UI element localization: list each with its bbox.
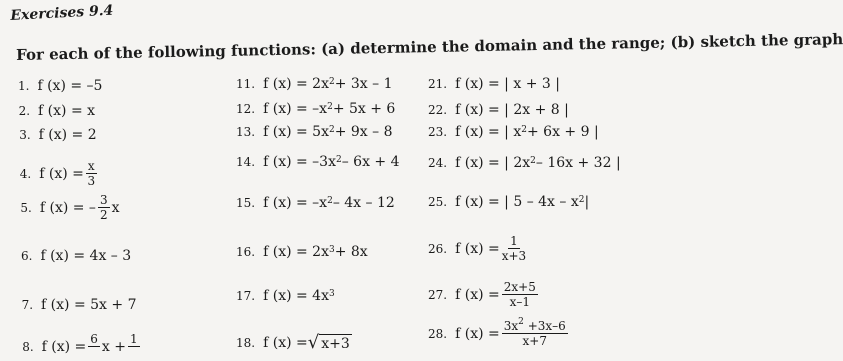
exercise-item xyxy=(428,102,569,118)
fraction-numerator: $3x^2 +3x-6$ xyxy=(503,317,566,333)
exercise-item xyxy=(22,333,141,360)
exercise-item xyxy=(20,160,99,187)
fraction-denominator: x–1 xyxy=(509,295,530,309)
exercise-number: 23. xyxy=(428,125,448,139)
exercise-number: 13. xyxy=(236,125,256,139)
function-expression: f (x) = x xyxy=(38,103,96,119)
exercise-number: 18. xyxy=(236,336,256,350)
instruction-text: For each of the following functions: (a) determine the domain and the range; (b) sketch the graph xyxy=(16,30,843,64)
exercise-number: 22. xyxy=(428,103,448,117)
function-expression: f (x) = √ x+3 xyxy=(263,332,350,353)
fraction xyxy=(502,317,568,348)
exercise-number: 26. xyxy=(428,241,448,256)
function-expression: f (x) = $\frac{3x^2 +3x-6}{x+7}$ xyxy=(455,317,566,348)
function-expression: f (x) = | x + 3 | xyxy=(455,76,560,92)
function-expression: f (x) = 4x – 3 xyxy=(40,248,132,264)
exercise-number: 24. xyxy=(428,156,448,170)
function-expression: f (x) = | 2x $^2$ – 16x + 32 | xyxy=(455,155,621,171)
exercise-item xyxy=(428,76,560,92)
exercise-number: 25. xyxy=(428,195,448,209)
function-expression: f (x) = $\frac{1}{x+3}$ xyxy=(455,234,527,263)
exercise-item xyxy=(19,103,95,119)
function-expression: f (x) = | 2x + 8 | xyxy=(455,102,569,118)
fraction xyxy=(86,160,97,187)
exercise-number: 3. xyxy=(19,128,31,142)
function-expression: f (x) = $\frac{x}{3}$ xyxy=(39,159,96,188)
exercise-item xyxy=(428,317,570,348)
function-expression: f (x) = 6 x + 1 xyxy=(42,333,142,360)
exercise-item xyxy=(428,235,528,262)
exercise-number: 14. xyxy=(236,155,256,169)
fraction-numerator: x xyxy=(87,159,95,173)
fraction-denominator: 2 xyxy=(99,208,108,222)
function-expression: f (x) = | 5 – 4x – x $^2$ | xyxy=(455,194,590,210)
fraction-denominator: x+3 xyxy=(501,249,527,263)
function-expression: f (x) = 2x $^2$ + 3x – 1 xyxy=(263,76,393,92)
exercise-item xyxy=(20,194,119,221)
exercise-item xyxy=(428,281,540,308)
square-root: √ x+3 xyxy=(307,332,350,353)
exercise-item xyxy=(236,124,393,140)
exercise-item xyxy=(236,154,400,170)
exercise-heading: Exercises 9.4 xyxy=(10,2,114,24)
exercise-item xyxy=(236,76,393,92)
function-expression: f (x) = –x $^2$ – 4x – 12 xyxy=(263,195,395,211)
exercise-number: 7. xyxy=(21,298,34,312)
exercise-number: 28. xyxy=(428,326,448,341)
function-expression: f (x) = 5x $^2$ + 9x – 8 xyxy=(263,124,393,140)
fraction-numerator: 1 xyxy=(510,234,518,248)
exercise-item xyxy=(428,155,621,171)
exercise-number: 17. xyxy=(236,289,256,303)
exercise-number: 21. xyxy=(428,77,448,91)
exercise-item xyxy=(236,334,352,352)
exercise-item xyxy=(236,244,368,260)
exercise-number: 1. xyxy=(18,79,30,93)
function-expression: f (x) = | x $^2$ + 6x + 9 | xyxy=(455,124,599,140)
function-expression: f (x) = 4x $^3$ xyxy=(263,288,335,304)
exercise-number: 15. xyxy=(236,196,256,210)
function-expression: f (x) = 5x + 7 xyxy=(41,297,137,313)
fraction xyxy=(502,281,538,308)
exercise-item xyxy=(18,78,102,94)
exercise-number: 6. xyxy=(21,249,33,263)
exercise-number: 16. xyxy=(236,245,256,259)
fraction-numerator: 2x+5 xyxy=(503,280,536,294)
exercise-number: 11. xyxy=(236,77,256,91)
function-expression: f (x) = $\frac{2x+5}{x-1}$ xyxy=(455,280,536,309)
exercise-item xyxy=(236,195,395,211)
fraction xyxy=(88,333,100,360)
fraction-numerator: 6 xyxy=(90,332,98,346)
exercise-item xyxy=(236,288,335,304)
exercise-number: 5. xyxy=(20,200,32,215)
function-expression: f (x) = 2 xyxy=(38,127,97,143)
fraction xyxy=(502,235,526,262)
function-expression: f (x) = –x $^2$ + 5x + 6 xyxy=(263,101,396,117)
exercise-number: 8. xyxy=(22,339,34,354)
function-expression: f (x) = –3x $^2$ – 6x + 4 xyxy=(263,154,400,170)
exercise-number: 12. xyxy=(236,102,256,116)
exercise-item xyxy=(21,248,131,264)
fraction-denominator xyxy=(132,347,136,360)
function-expression: f (x) = –5 xyxy=(37,78,103,94)
exercise-item xyxy=(428,194,589,210)
fraction xyxy=(98,194,110,221)
fraction-numerator: 3 xyxy=(99,193,108,207)
exercise-item xyxy=(22,297,137,313)
exercise-item xyxy=(236,101,395,117)
function-expression: f (x) = 2x $^3$ + 8x xyxy=(263,244,368,260)
fraction-numerator: 1 xyxy=(130,332,138,346)
exercise-item xyxy=(428,124,599,140)
fraction xyxy=(128,333,140,360)
function-expression: f (x) = – $\frac{3}{2}$ x xyxy=(39,193,120,222)
exercise-number: 4. xyxy=(19,166,32,181)
fraction-denominator: 3 xyxy=(87,174,96,188)
fraction-denominator: x+7 xyxy=(522,334,547,348)
fraction-denominator xyxy=(92,347,96,360)
exercise-item xyxy=(19,127,96,143)
exercise-number: 2. xyxy=(18,104,31,118)
exercise-number: 27. xyxy=(428,287,448,302)
